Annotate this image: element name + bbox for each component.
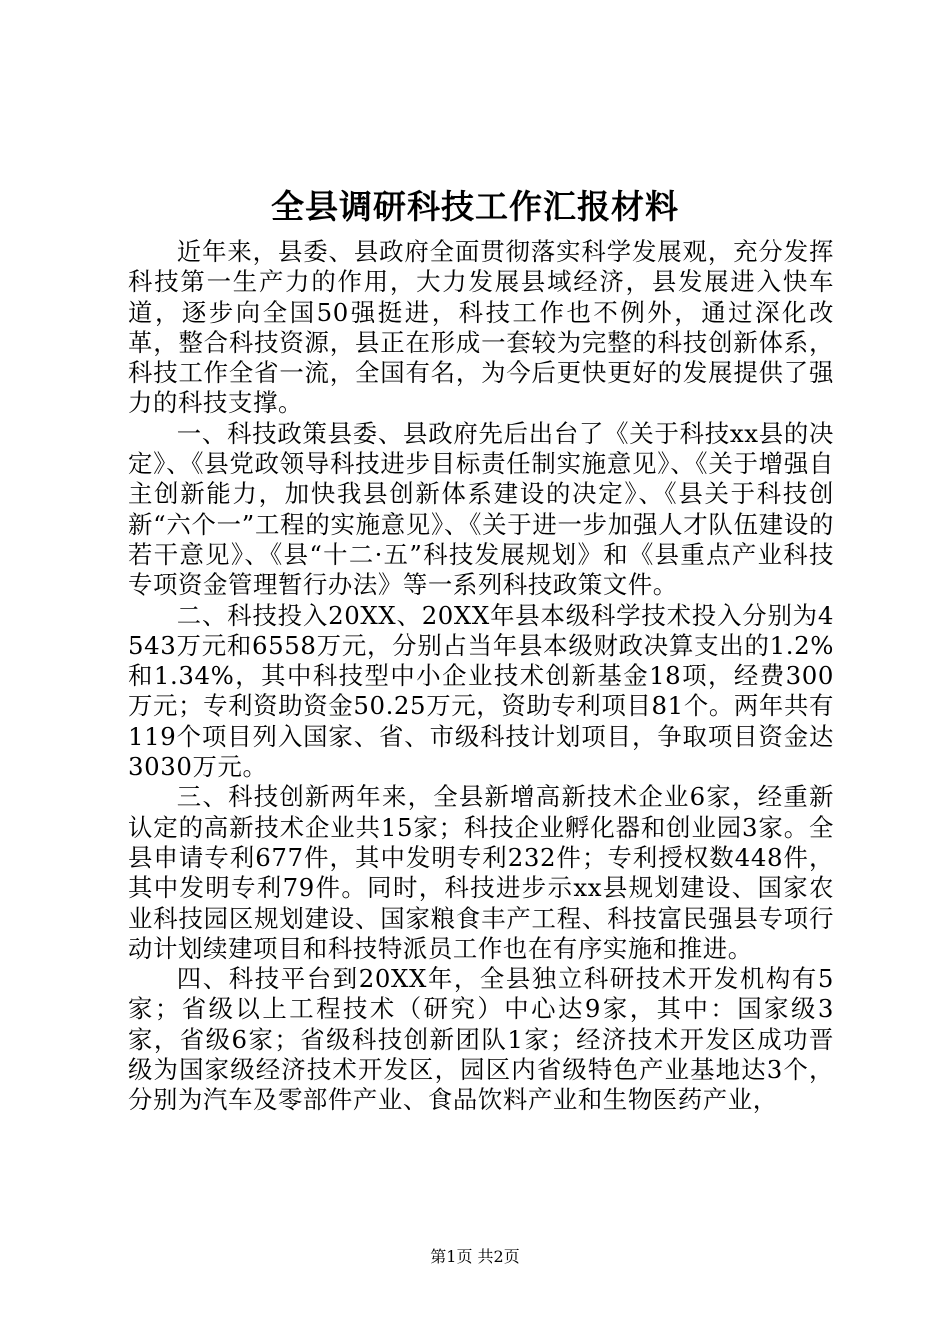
paragraph-tech-policy: 一、科技政策县委、县政府先后出台了《关于科技xx县的决定》、《县党政领导科技进步目标责任制实施意见》、《关于增强自主创新能力，加快我县创新体系建设的决定》、《县关于科技创新“六个一”工程的实施意见》、《关于进一步加强人才队伍建设的若干意见》、《县“十二·五”科技发展规划》和《县重点产业科技专项资金管理暂行办法》等一系列科技政策文件。 [128,418,834,600]
paragraph-tech-investment: 二、科技投入20XX、20XX年县本级科学技术投入分别为4543万元和6558万元，分别占当年县本级财政决算支出的1.2%和1.34%，其中科技型中小企业技术创新基金18项，经费300万元；专利资助资金50.25万元，资助专利项目81个。两年共有119个项目列入国家、省、市级科技计划项目，争取项目资金达3030万元。 [128,600,834,782]
page-footer: 第1页 共2页 [430,1247,520,1266]
paragraph-intro: 近年来，县委、县政府全面贯彻落实科学发展观，充分发挥科技第一生产力的作用，大力发展县域经济，县发展进入快车道，逐步向全国50强挺进，科技工作也不例外，通过深化改革，整合科技资源，县正在形成一套较为完整的科技创新体系，科技工作全省一流，全国有名，为今后更快更好的发展提供了强力的科技支撑。 [128,237,834,418]
paragraph-tech-innovation: 三、科技创新两年来，全县新增高新技术企业6家，经重新认定的高新技术企业共15家；科技企业孵化器和创业园3家。全县申请专利677件，其中发明专利232件；专利授权数448件，其中发明专利79件。同时，科技进步示xx县规划建设、国家农业科技园区规划建设、国家粮食丰产工程、科技富民强县专项行动计划续建项目和科技特派员工作也在有序实施和推进。 [128,782,834,963]
document-title: 全县调研科技工作汇报材料 [271,187,679,226]
paragraph-tech-platform: 四、科技平台到20XX年，全县独立科研技术开发机构有5家；省级以上工程技术（研究）中心达9家，其中：国家级3家，省级6家；省级科技创新团队1家；经济技术开发区成功晋级为国家级经济技术开发区，园区内省级特色产业基地达3个，分别为汽车及零部件产业、食品饮料产业和生物医药产业， [128,964,834,1115]
document-body [128,237,834,1116]
